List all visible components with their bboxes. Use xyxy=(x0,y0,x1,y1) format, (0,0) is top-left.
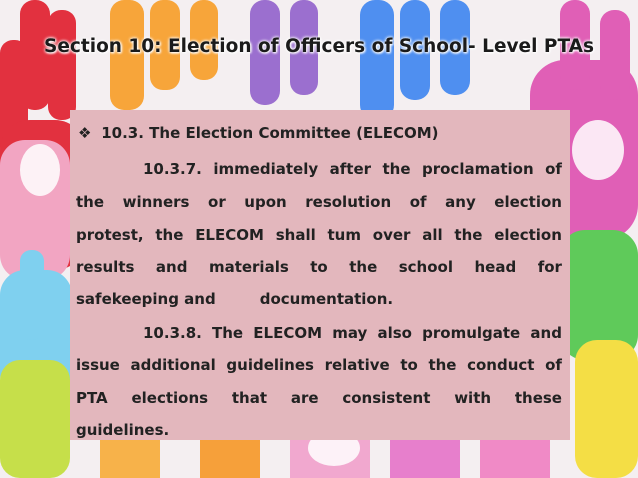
body-word: ELECOM xyxy=(253,324,323,342)
body-word: 10.3.7. xyxy=(143,160,202,178)
body-word: with xyxy=(454,389,492,407)
body-word: election xyxy=(494,193,562,211)
body-line xyxy=(76,290,562,308)
body-word: school xyxy=(398,258,453,276)
diamond-bullet-icon: ❖ xyxy=(78,124,92,142)
body-word: relative xyxy=(324,356,390,374)
section-heading-text: 10.3. The Election Committee (ELECOM) xyxy=(101,124,439,142)
body-word: upon xyxy=(244,193,287,211)
body-word: safekeeping and xyxy=(76,290,216,308)
body-word: shall xyxy=(275,226,316,244)
body-word: ELECOM xyxy=(195,226,264,244)
body-word: to xyxy=(310,258,328,276)
body-word: tum xyxy=(327,226,361,244)
body-word: and xyxy=(530,324,562,342)
body-word: and xyxy=(155,258,188,276)
body-word: for xyxy=(537,258,562,276)
body-word: or xyxy=(208,193,226,211)
body-word: these xyxy=(514,389,562,407)
body-word: materials xyxy=(208,258,289,276)
body-line xyxy=(76,226,562,244)
body-word: may xyxy=(332,324,368,342)
body-word: to xyxy=(400,356,418,374)
body-word: documentation. xyxy=(259,290,394,308)
body-word: The xyxy=(212,324,244,342)
body-word: issue xyxy=(76,356,120,374)
section-heading xyxy=(78,124,439,142)
body-word: 10.3.8. xyxy=(143,324,202,342)
body-word: immediately xyxy=(213,160,319,178)
body-word: conduct xyxy=(467,356,535,374)
body-word: elections xyxy=(131,389,209,407)
body-word: all xyxy=(422,226,443,244)
body-word: consistent xyxy=(342,389,431,407)
body-word: of xyxy=(545,160,562,178)
body-word: proclamation xyxy=(421,160,534,178)
body-word: that xyxy=(231,389,268,407)
body-word: additional xyxy=(130,356,216,374)
body-word: the xyxy=(155,226,184,244)
body-line xyxy=(143,324,562,342)
body-word: election xyxy=(494,226,562,244)
body-word: the xyxy=(349,258,378,276)
body-word: PTA xyxy=(76,389,108,407)
body-word: of xyxy=(409,193,427,211)
body-word: are xyxy=(290,389,319,407)
body-line xyxy=(76,258,562,276)
body-word: head xyxy=(474,258,517,276)
body-word: guidelines xyxy=(226,356,314,374)
body-word: guidelines. xyxy=(76,421,170,439)
body-word: the xyxy=(428,356,457,374)
body-word: results xyxy=(76,258,135,276)
body-word: resolution xyxy=(305,193,392,211)
body-word: winners xyxy=(122,193,190,211)
body-word: the xyxy=(76,193,105,211)
body-word: the xyxy=(454,226,483,244)
body-line xyxy=(76,193,562,211)
body-line xyxy=(76,389,562,407)
body-word: after xyxy=(329,160,372,178)
body-word: promulgate xyxy=(422,324,521,342)
slide-title: Section 10: Election of Officers of School- Level PTAs xyxy=(44,36,594,57)
body-word: the xyxy=(382,160,411,178)
body-word: over xyxy=(372,226,411,244)
body-word: any xyxy=(445,193,476,211)
body-word: also xyxy=(377,324,412,342)
body-word: of xyxy=(545,356,562,374)
body-word: protest, xyxy=(76,226,144,244)
body-line xyxy=(143,160,562,178)
body-line xyxy=(76,421,562,439)
body-line xyxy=(76,356,562,374)
